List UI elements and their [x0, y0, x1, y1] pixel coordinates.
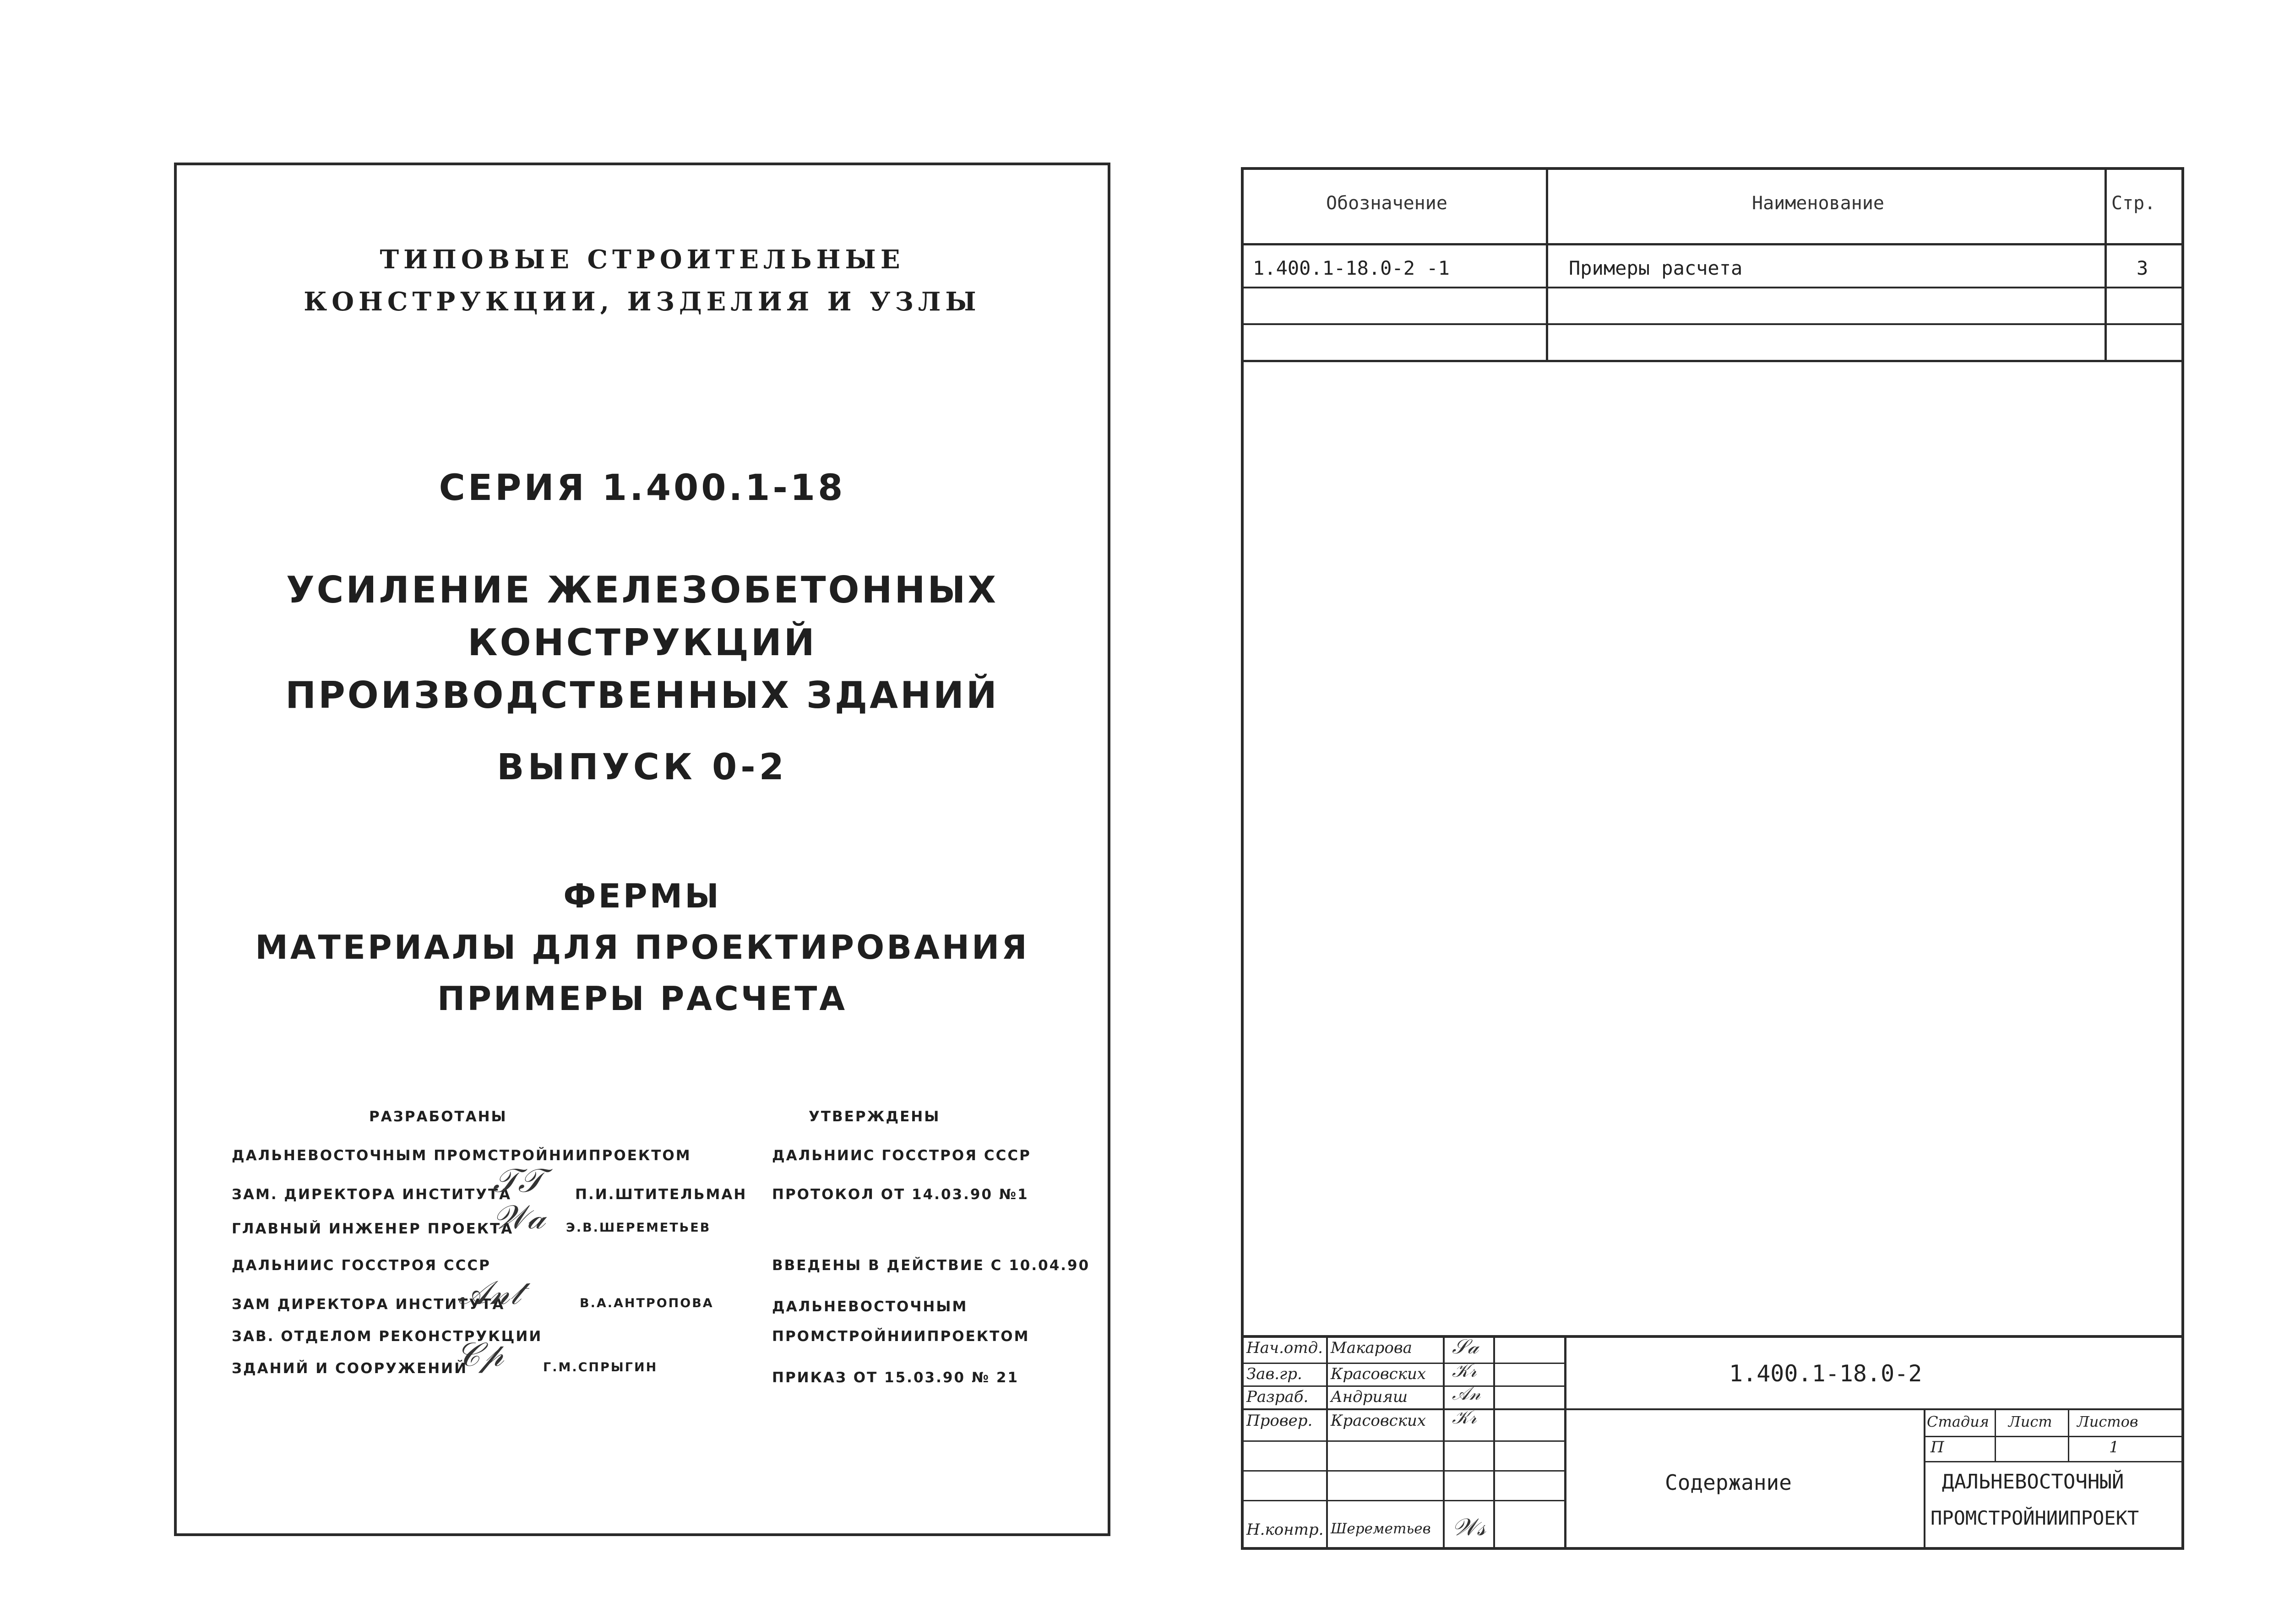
- tb-name-1: Макарова: [1331, 1339, 1412, 1357]
- topic-line-2: МАТЕРИАЛЫ ДЛЯ ПРОЕКТИРОВАНИЯ: [255, 928, 1029, 967]
- tb-name-7: Шереметьев: [1331, 1521, 1431, 1537]
- tb-org-line-1: ДАЛЬНЕВОСТОЧНЫЙ: [1942, 1470, 2124, 1494]
- tb-name-4: Красовских: [1331, 1412, 1426, 1430]
- tb-row-4: [1244, 1440, 1564, 1442]
- contents-sheet: [1241, 167, 2184, 1550]
- developed-line-3: ДАЛЬНИИС ГОССТРОЯ СССР: [232, 1257, 491, 1274]
- heading: ТИПОВЫЕ СТРОИТЕЛЬНЫЕ КОНСТРУКЦИИ, ИЗДЕЛИЯ И УЗЛЫ: [304, 244, 981, 317]
- tb-row-7: [1924, 1436, 2181, 1437]
- tb-stage: П: [1931, 1438, 1944, 1456]
- tb-role-2: Зав.гр.: [1246, 1365, 1302, 1383]
- row-page: 3: [2137, 257, 2148, 279]
- tb-signature-7: 𝒲𝓈: [1452, 1514, 1486, 1541]
- approved-order: ПРИКАЗ ОТ 15.03.90 № 21: [772, 1369, 1019, 1386]
- approved-protocol: ПРОТОКОЛ ОТ 14.03.90 №1: [772, 1186, 1029, 1203]
- developed-line-2-name: Э.В.ШЕРЕМЕТЬЕВ: [566, 1221, 711, 1235]
- tb-signature-2: 𝒦𝓇: [1452, 1360, 1477, 1381]
- approved-label: УТВЕРЖДЕНЫ: [809, 1108, 941, 1125]
- subtitle-line-1: УСИЛЕНИЕ ЖЕЛЕЗОБЕТОННЫХ КОНСТРУКЦИЙ: [286, 569, 999, 664]
- signature-3: 𝒜𝓃𝓉: [458, 1273, 521, 1312]
- developed-line-4: ЗАМ ДИРЕКТОРА ИНСТИТУТА: [232, 1296, 505, 1313]
- tb-name-2: Красовских: [1331, 1365, 1426, 1383]
- row-designation: 1.400.1-18.0-2 -1: [1253, 257, 1450, 279]
- col-rule-1: [1546, 170, 1548, 362]
- signature-2: 𝒲𝒶: [493, 1198, 545, 1236]
- tb-row-5: [1244, 1470, 1564, 1472]
- developed-line-1-name: П.И.ШТИТЕЛЬМАН: [575, 1186, 747, 1203]
- tb-code: 1.400.1-18.0-2: [1729, 1360, 1922, 1387]
- tb-col-5: [1924, 1408, 1925, 1548]
- header-rule: [1244, 243, 2181, 245]
- tb-col-6: [1995, 1408, 1996, 1461]
- tb-role-4: Провер.: [1246, 1412, 1313, 1430]
- developed-org: ДАЛЬНЕВОСТОЧНЫМ ПРОМСТРОЙНИИПРОЕКТОМ: [232, 1147, 691, 1164]
- developed-line-2: ГЛАВНЫЙ ИНЖЕНЕР ПРОЕКТА: [232, 1221, 514, 1237]
- signature-4: 𝒞𝓅: [456, 1335, 504, 1374]
- tb-col-4: [1564, 1335, 1566, 1548]
- topic: [177, 870, 1108, 1024]
- tb-signature-3: 𝒜𝓃: [1452, 1383, 1481, 1404]
- tb-row-1: [1244, 1363, 1564, 1364]
- col-rule-2: [2105, 170, 2107, 362]
- tb-col-7: [2068, 1408, 2069, 1461]
- approved-org: ДАЛЬНИИС ГОССТРОЯ СССР: [772, 1147, 1031, 1164]
- title-block-top: [1244, 1335, 2181, 1338]
- tb-signature-1: 𝒮𝒶: [1452, 1335, 1479, 1358]
- tb-org-line-2: ПРОМСТРОЙНИИПРОЕКТ: [1931, 1507, 2139, 1529]
- tb-name-3: Андрияш: [1331, 1388, 1408, 1406]
- subtitle-line-2: ПРОИЗВОДСТВЕННЫХ ЗДАНИЙ: [285, 674, 999, 717]
- tb-sheets: 1: [2109, 1438, 2119, 1456]
- developed-label: РАЗРАБОТАНЫ: [369, 1108, 507, 1125]
- row-rule-1: [1244, 287, 2181, 288]
- developed-line-6-name: Г.М.СПРЫГИН: [543, 1360, 658, 1374]
- signature-1: 𝒯𝒯: [493, 1161, 544, 1200]
- tb-row-3: [1244, 1408, 2181, 1410]
- developed-line-6: ЗДАНИЙ И СООРУЖЕНИЙ: [232, 1360, 468, 1377]
- tb-role-7: Н.контр.: [1246, 1521, 1324, 1539]
- approved-org2-line-2: ПРОМСТРОЙНИИПРОЕКТОМ: [772, 1328, 1030, 1345]
- issue-title: ВЫПУСК 0-2: [497, 747, 788, 788]
- tb-row-2: [1244, 1385, 1564, 1387]
- tb-row-6: [1244, 1500, 1564, 1501]
- tb-sheet-label: Лист: [2008, 1413, 2052, 1430]
- tb-role-3: Разраб.: [1246, 1388, 1309, 1406]
- tb-signature-4: 𝒦𝓇: [1452, 1407, 1477, 1428]
- subtitle: [177, 564, 1108, 722]
- tb-row-8: [1924, 1461, 2181, 1462]
- header-name: Наименование: [1752, 193, 1884, 214]
- tb-role-1: Нач.отд.: [1246, 1339, 1323, 1357]
- tb-doc-title: Содержание: [1665, 1470, 1792, 1495]
- developed-line-4-name: В.А.АНТРОПОВА: [580, 1296, 714, 1310]
- topic-line-3: ПРИМЕРЫ РАСЧЕТА: [437, 979, 848, 1018]
- approved-org2-line-1: ДАЛЬНЕВОСТОЧНЫМ: [772, 1298, 968, 1315]
- row-name: Примеры расчета: [1569, 257, 1743, 279]
- header-page: Стр.: [2111, 193, 2156, 214]
- topic-line-1: ФЕРМЫ: [563, 877, 721, 915]
- row-rule-3: [1244, 360, 2181, 362]
- header-designation: Обозначение: [1326, 193, 1447, 214]
- title-sheet: [174, 163, 1110, 1536]
- tb-stage-label: Стадия: [1927, 1413, 1989, 1430]
- developed-line-5: ЗАВ. ОТДЕЛОМ РЕКОНСТРУКЦИИ: [232, 1328, 543, 1345]
- developed-line-1: ЗАМ. ДИРЕКТОРА ИНСТИТУТА: [232, 1186, 512, 1203]
- series-title: СЕРИЯ 1.400.1-18: [439, 467, 846, 509]
- approved-effective: ВВЕДЕНЫ В ДЕЙСТВИЕ С 10.04.90: [772, 1257, 1090, 1274]
- tb-sheets-label: Листов: [2077, 1413, 2138, 1430]
- row-rule-2: [1244, 323, 2181, 325]
